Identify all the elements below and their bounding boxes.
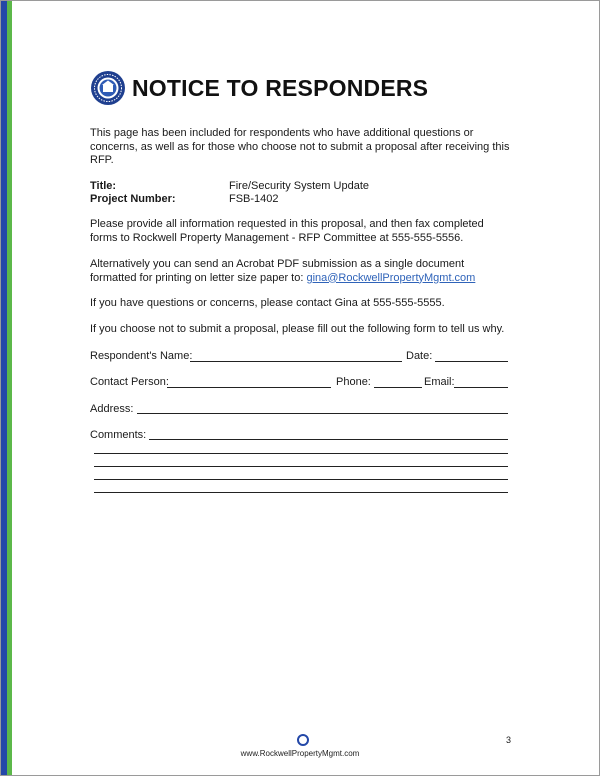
contact-paragraph: If you have questions or concerns, please contact Gina at 555-555-5555. (90, 297, 445, 309)
form-instruction-paragraph: If you choose not to submit a proposal, please fill out the following form to tell us why. (90, 323, 505, 335)
pdf-paragraph-text: Alternatively you can send an Acrobat PDF submission as a single document formatted for printing on letter size paper to: (90, 258, 465, 284)
field-value: FSB-1402 (229, 193, 279, 205)
comments-line[interactable] (94, 466, 508, 467)
comments-label: Comments: (90, 429, 147, 441)
date-label: Date: (406, 350, 433, 362)
footer-url: www.RockwellPropertyMgmt.com (240, 749, 360, 758)
comments-line[interactable] (94, 492, 508, 493)
comments-line[interactable] (94, 453, 508, 454)
comments-field[interactable] (149, 439, 508, 440)
footer-logo-icon (297, 734, 309, 746)
field-label: Title: (90, 180, 117, 192)
page-title: NOTICE TO RESPONDERS (132, 74, 429, 101)
email-label: Email: (424, 376, 455, 388)
address-field[interactable] (137, 413, 508, 414)
pdf-paragraph (90, 258, 510, 285)
header (90, 70, 428, 106)
phone-label: Phone: (336, 376, 371, 388)
respondent-name-label: Respondent's Name: (90, 350, 193, 362)
field-value: Fire/Security System Update (229, 180, 369, 192)
field-label: Project Number: (90, 193, 176, 205)
contact-person-label: Contact Person: (90, 376, 169, 388)
phone-field[interactable] (374, 387, 422, 388)
left-green-stripe (7, 1, 12, 775)
page-number: 3 (506, 735, 512, 745)
company-seal-icon (90, 70, 126, 106)
fax-paragraph: Please provide all information requested in this proposal, and then fax completed forms to Rockwell Property Management - RFP Committee at 555-555-5556. (90, 218, 484, 244)
address-label: Address: (90, 403, 134, 415)
contact-person-field[interactable] (167, 387, 331, 388)
intro-paragraph: This page has been included for respondents who have additional questions or concerns, as well as for those who choose not to submit a proposal after receiving this RFP. (90, 127, 510, 166)
date-field[interactable] (435, 361, 508, 362)
comments-line[interactable] (94, 479, 508, 480)
email-link[interactable]: gina@RockwellPropertyMgmt.com (306, 271, 476, 284)
respondent-name-field[interactable] (190, 361, 402, 362)
email-field[interactable] (454, 387, 508, 388)
